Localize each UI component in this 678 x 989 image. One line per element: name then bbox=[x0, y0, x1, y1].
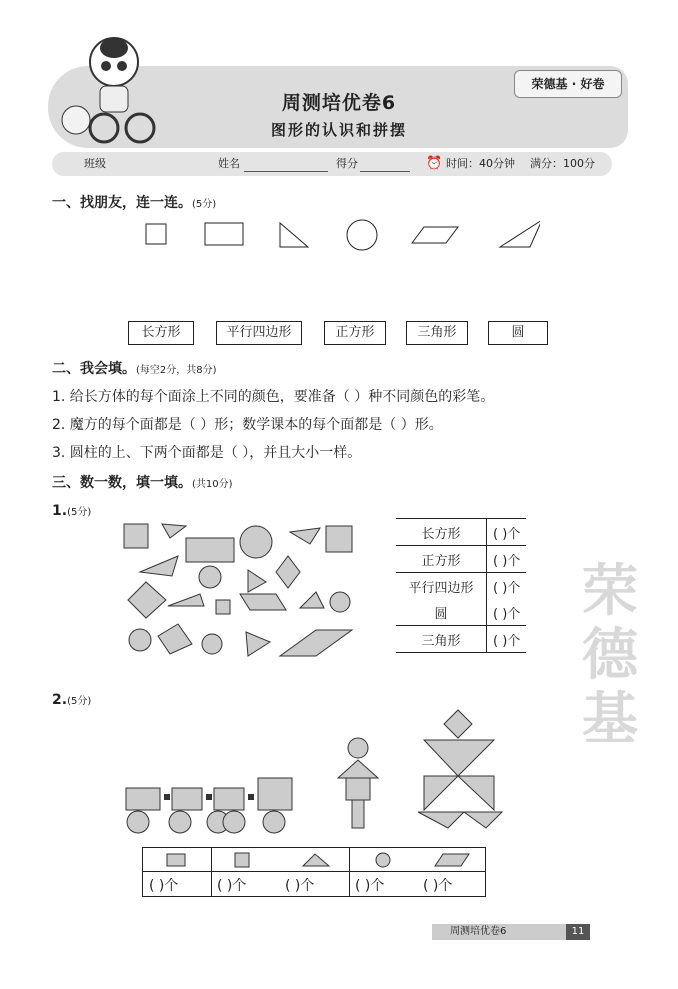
label-box-square[interactable]: 正方形 bbox=[324, 321, 386, 345]
count-table bbox=[396, 518, 526, 653]
watermark: 荣德基 bbox=[582, 559, 638, 752]
count-blank[interactable]: ( )个 bbox=[493, 606, 521, 622]
train-figure bbox=[118, 700, 510, 840]
parallelogram-shape bbox=[240, 594, 286, 610]
brand-logo: 荣德基 · 好卷 bbox=[514, 70, 622, 98]
count-blank[interactable]: ( )个 bbox=[493, 526, 521, 542]
label-box-parallelogram[interactable]: 平行四边形 bbox=[216, 321, 302, 345]
time-label: 时间：40分钟 bbox=[446, 157, 515, 170]
triangle-shape bbox=[248, 570, 266, 592]
section2-heading: 二、我会填。(每空2分，共8分) bbox=[52, 361, 217, 377]
question-2-2: 2. 魔方的每个面都是（ ）形；数学课本的每个面都是（ ）形。 bbox=[52, 417, 443, 433]
row-label: 长方形 bbox=[396, 519, 487, 546]
triangle-shape bbox=[300, 592, 324, 608]
circle-shape bbox=[202, 634, 222, 654]
score-field[interactable] bbox=[360, 157, 410, 172]
obtuse-triangle-shape bbox=[500, 220, 540, 247]
page-subtitle: 图形的认识和拼摆 bbox=[270, 121, 407, 139]
count-blank[interactable]: ( )个 bbox=[423, 878, 453, 894]
full-score-label: 满分：100分 bbox=[530, 157, 595, 170]
circle-shape bbox=[129, 629, 151, 651]
triangle-shape bbox=[303, 854, 329, 866]
part2-shape-icons bbox=[143, 848, 485, 871]
triangle-shape bbox=[162, 524, 186, 538]
count-blank[interactable]: ( )个 bbox=[355, 878, 385, 894]
rectangle-shape bbox=[205, 223, 243, 245]
circle-shape bbox=[240, 526, 272, 558]
row-label: 圆 bbox=[396, 599, 487, 626]
question-2-3: 3. 圆柱的上、下两个面都是（ ），并且大小一样。 bbox=[52, 445, 362, 461]
part2-table bbox=[142, 847, 486, 897]
shapes-collection bbox=[120, 520, 360, 665]
clock-icon: ⏰ bbox=[426, 156, 443, 171]
rectangle-shape bbox=[186, 538, 234, 562]
label-box-circle[interactable]: 圆 bbox=[488, 321, 548, 345]
name-field[interactable] bbox=[244, 157, 328, 172]
triangle-shape bbox=[140, 556, 178, 576]
count-blank[interactable]: ( )个 bbox=[493, 553, 521, 569]
parallelogram-shape bbox=[435, 854, 469, 866]
label-box-rectangle[interactable]: 长方形 bbox=[128, 321, 194, 345]
square-shape bbox=[235, 853, 249, 867]
part1-label: 1.(5分) bbox=[52, 503, 92, 519]
score-label: 得分 bbox=[336, 157, 358, 170]
parallelogram-shape bbox=[412, 227, 458, 243]
count-blank[interactable]: ( )个 bbox=[493, 633, 521, 649]
triangle-shape bbox=[290, 528, 320, 544]
square-shape bbox=[158, 624, 192, 654]
section3-heading: 三、数一数，填一填。(共10分) bbox=[52, 475, 233, 491]
name-label: 姓名 bbox=[218, 157, 240, 170]
footer-label: 周测培优卷6 bbox=[432, 924, 590, 940]
circle-shape bbox=[376, 853, 390, 867]
square-shape bbox=[146, 224, 166, 244]
circle-shape bbox=[199, 566, 221, 588]
page-title: 周测培优卷6 bbox=[281, 92, 397, 114]
count-blank[interactable]: ( )个 bbox=[149, 878, 179, 894]
section1-heading: 一、找朋友，连一连。(5分) bbox=[52, 195, 217, 211]
triangle-shape bbox=[280, 223, 308, 247]
square-shape bbox=[276, 556, 300, 588]
info-bar bbox=[52, 152, 612, 176]
page-number: 11 bbox=[566, 924, 590, 940]
square-shape bbox=[128, 582, 166, 618]
section1-shapes bbox=[140, 215, 540, 255]
triangle-shape bbox=[168, 594, 204, 606]
row-label: 三角形 bbox=[396, 626, 487, 653]
count-blank[interactable]: ( )个 bbox=[493, 580, 521, 596]
square-shape bbox=[326, 526, 352, 552]
square-shape bbox=[216, 600, 230, 614]
parallelogram-shape bbox=[280, 630, 352, 656]
class-label: 班级 bbox=[84, 157, 106, 170]
row-label: 正方形 bbox=[396, 546, 487, 573]
count-blank[interactable]: ( )个 bbox=[217, 878, 247, 894]
circle-shape bbox=[347, 220, 377, 250]
row-label: 平行四边形 bbox=[396, 573, 487, 600]
count-blank[interactable]: ( )个 bbox=[285, 878, 315, 894]
rectangle-shape bbox=[167, 854, 185, 866]
circle-shape bbox=[330, 592, 350, 612]
label-box-triangle[interactable]: 三角形 bbox=[406, 321, 468, 345]
part2-label: 2.(5分) bbox=[52, 692, 92, 708]
triangle-shape bbox=[246, 632, 270, 656]
square-shape bbox=[124, 524, 148, 548]
question-2-1: 1. 给长方体的每个面涂上不同的颜色，要准备（ ）种不同颜色的彩笔。 bbox=[52, 389, 495, 405]
